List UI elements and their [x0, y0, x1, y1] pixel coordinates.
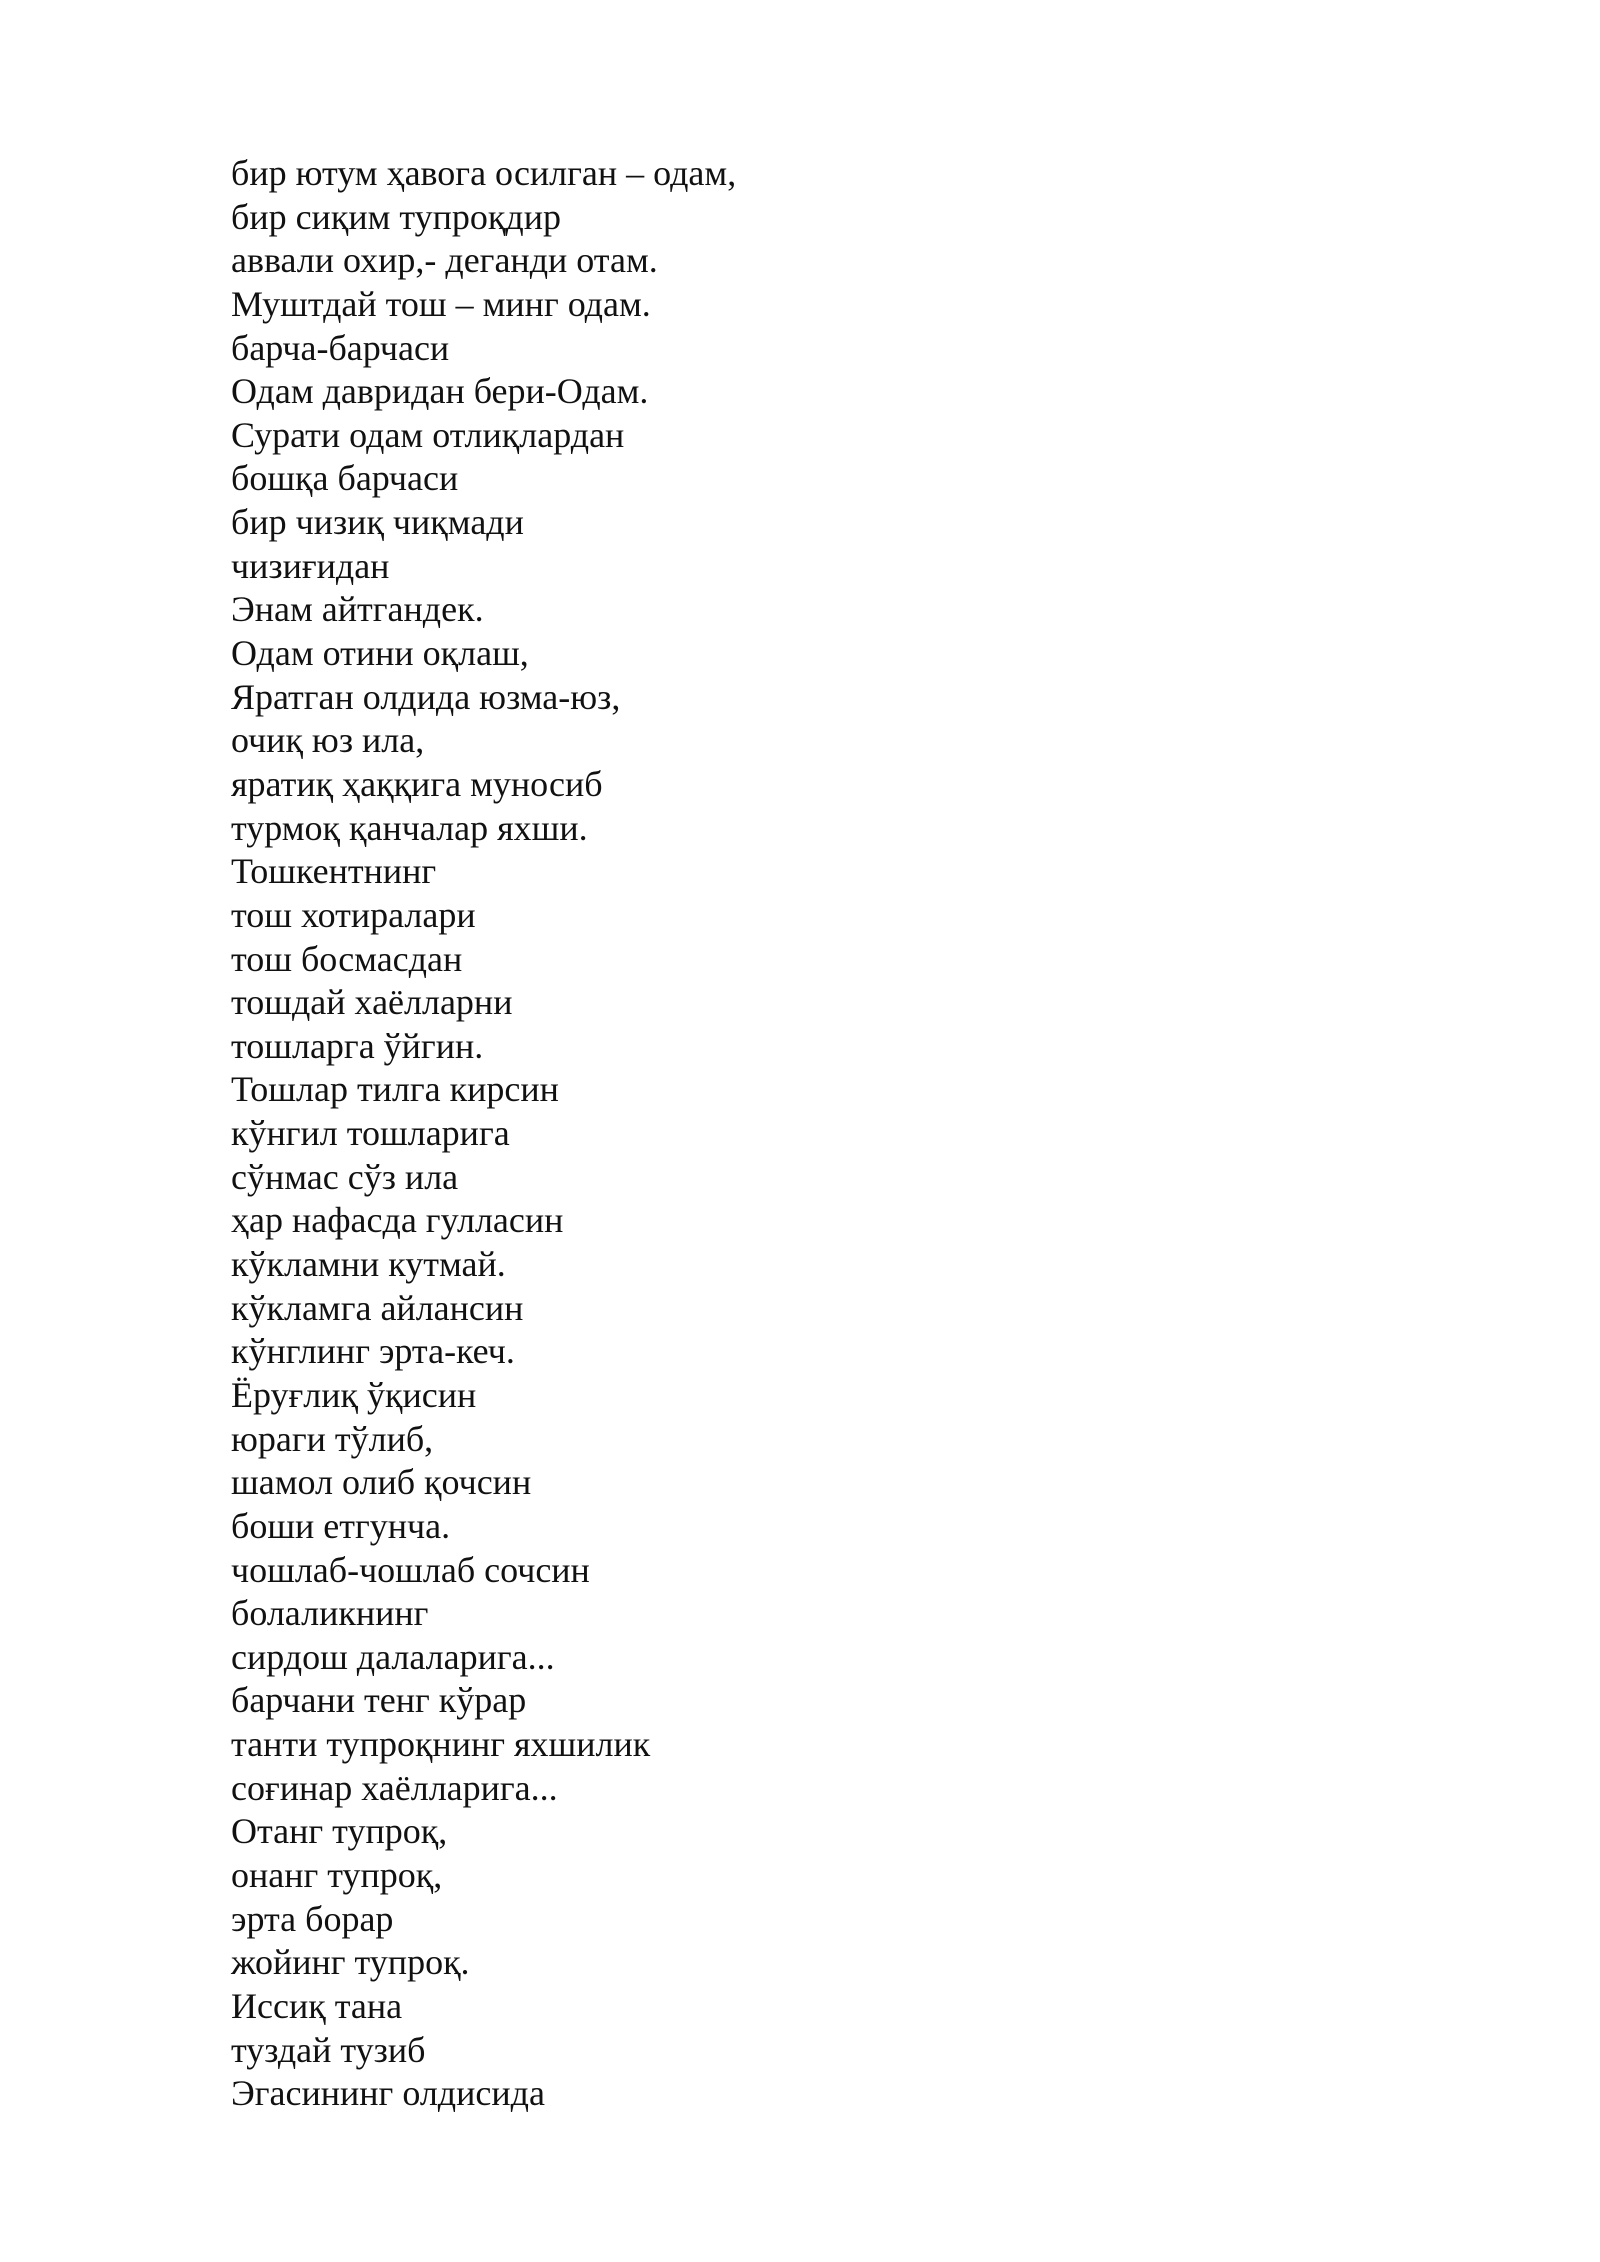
poem-line: кўкламга айлансин [231, 1287, 524, 1328]
poem-line: жойинг тупроқ. [231, 1942, 470, 1983]
poem-line: бир чизиқ чиқмади [231, 502, 524, 543]
poem-line: Муштдай тош – минг одам. [231, 283, 651, 324]
poem-line: кўнглинг эрта-кеч. [231, 1331, 515, 1372]
poem-line: шамол олиб қочсин [231, 1462, 532, 1503]
poem-line: аввали охир,- деганди отам. [231, 240, 658, 281]
poem-line: чошлаб-чошлаб сочсин [231, 1549, 590, 1590]
poem-line: тош босмасдан [231, 938, 463, 979]
poem-line: тошларга ўйгин. [231, 1025, 484, 1066]
poem-line: очиқ юз ила, [231, 720, 425, 761]
poem-line: Иссиқ тана [231, 1985, 403, 2026]
poem-line: кўнгил тошларига [231, 1113, 510, 1154]
poem-line: Тошлар тилга кирсин [231, 1069, 559, 1110]
poem-line: тош хотиралари [231, 894, 476, 935]
poem-line: турмоқ қанчалар яхши. [231, 807, 588, 848]
poem-line: барчани тенг кўрар [231, 1680, 527, 1721]
poem-line: бошқа барчаси [231, 458, 459, 499]
poem-line: болаликнинг [231, 1593, 429, 1634]
poem-line: сирдош далаларига... [231, 1636, 555, 1677]
poem-line: кўкламни кутмай. [231, 1244, 506, 1285]
poem-line: Эгасининг олдисида [231, 2073, 545, 2114]
poem-line: Отанг тупроқ, [231, 1811, 448, 1852]
poem-line: сўнмас сўз ила [231, 1156, 459, 1197]
poem-line: эрта борар [231, 1898, 394, 1939]
poem-line: юраги тўлиб, [231, 1418, 434, 1459]
poem-line: танти тупроқнинг яхшилик [231, 1724, 651, 1765]
poem-line: Тошкентнинг [231, 851, 437, 892]
poem-line: ҳар нафасда гулласин [231, 1200, 564, 1241]
poem-text [231, 152, 736, 2116]
poem-line: туздай тузиб [231, 2029, 426, 2070]
poem-line: чизиғидан [231, 545, 390, 586]
poem-line: боши етгунча. [231, 1505, 451, 1546]
poem-line: тошдай хаёлларни [231, 982, 513, 1023]
poem-line: Ёруғлиқ ўқисин [231, 1374, 477, 1415]
poem-line: соғинар хаёлларига... [231, 1767, 558, 1808]
poem-line: Одам давридан бери-Одам. [231, 371, 649, 412]
poem-line: бир ютум ҳавога осилган – одам, [231, 153, 737, 193]
poem-line: Сурати одам отлиқлардан [231, 414, 625, 455]
poem-line: Энам айтгандек. [231, 589, 484, 630]
poem-line: онанг тупроқ, [231, 1854, 443, 1895]
poem-line: Яратган олдида юзма-юз, [231, 676, 621, 717]
poem-line: Одам отини оқлаш, [231, 633, 529, 674]
poem-line: барча-барчаси [231, 327, 450, 368]
poem-line: бир сиқим тупроқдир [231, 196, 561, 237]
poem-line: яратиқ ҳаққига муносиб [231, 763, 603, 804]
